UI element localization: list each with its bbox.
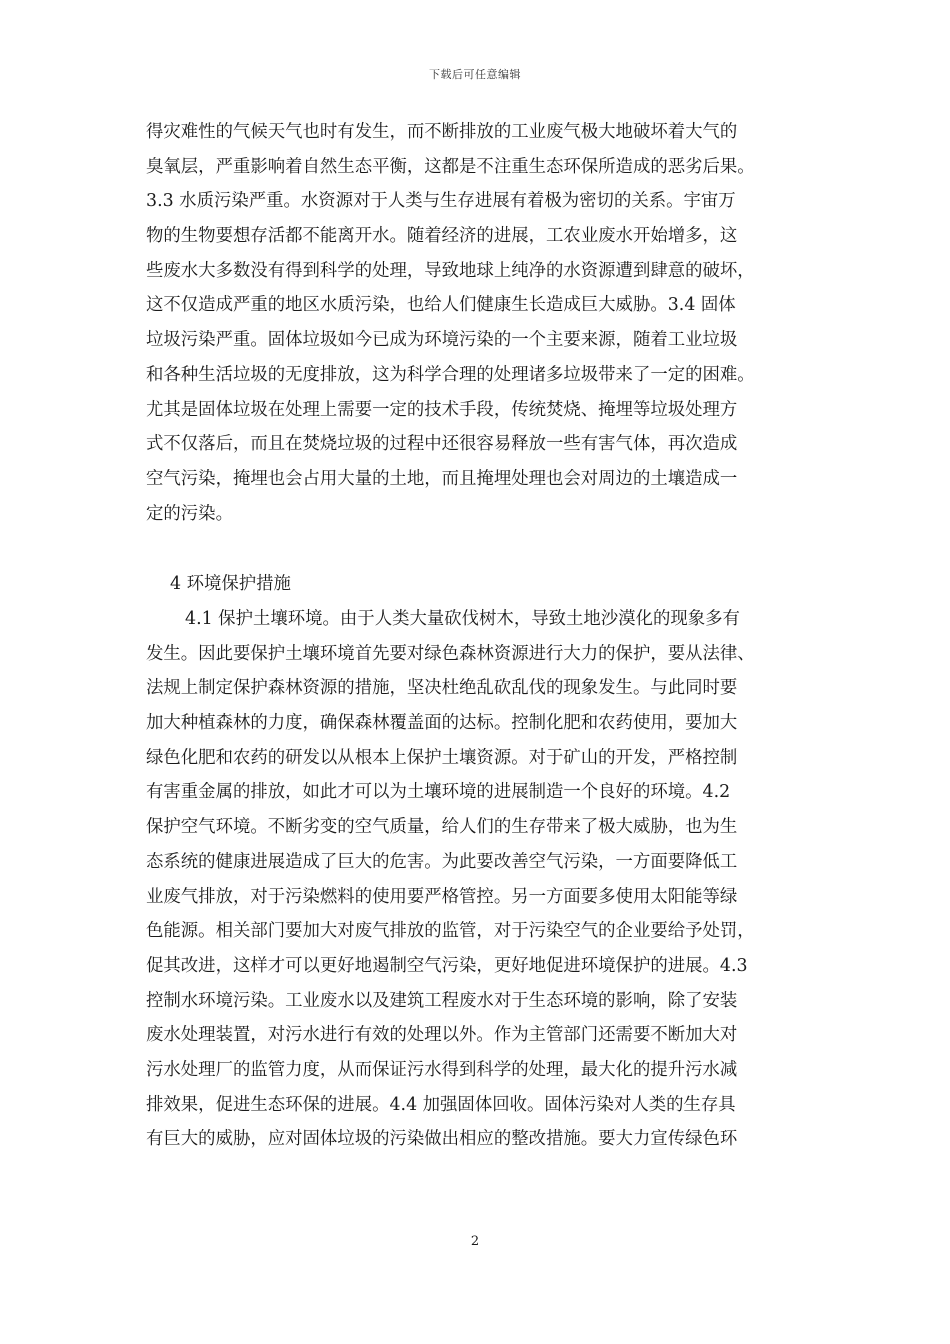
text-line: 排效果，促进生态环保的进展。4.4 加强固体回收。固体污染对人类的生存具 — [146, 1094, 736, 1115]
text-line: 物的生物要想存活都不能离开水。随着经济的进展，工农业废水开始增多，这 — [146, 226, 738, 247]
section-heading: 4 环境保护措施 — [170, 574, 291, 594]
text-line: 业废气排放，对于污染燃料的使用要严格管控。另一方面要多使用太阳能等绿 — [146, 886, 738, 907]
text-line: 保护空气环境。不断劣变的空气质量，给人们的生存带来了极大威胁，也为生 — [146, 817, 738, 838]
text-line: 法规上制定保护森林资源的措施，坚决杜绝乱砍乱伐的现象发生。与此同时要 — [146, 678, 738, 699]
text-line: 4.1 保护土壤环境。由于人类大量砍伐树木，导致土地沙漠化的现象多有 — [185, 609, 740, 629]
paragraph-water-solid-waste — [146, 115, 808, 531]
text-line: 定的污染。 — [146, 503, 233, 524]
text-line: 些废水大多数没有得到科学的处理，导致地球上纯净的水资源遭到肆意的破坏， — [146, 260, 755, 281]
text-line: 空气污染，掩埋也会占用大量的土地，而且掩埋处理也会对周边的土壤造成一 — [146, 468, 738, 489]
paragraph-protection-measures — [146, 602, 808, 1157]
text-line: 尤其是固体垃圾在处理上需要一定的技术手段，传统焚烧、掩埋等垃圾处理方 — [146, 399, 738, 420]
text-line: 加大种植森林的力度，确保森林覆盖面的达标。控制化肥和农药使用，要加大 — [146, 713, 738, 734]
text-line: 和各种生活垃圾的无度排放，这为科学合理的处理诸多垃圾带来了一定的困难。 — [146, 364, 755, 385]
text-line: 发生。因此要保护土壤环境首先要对绿色森林资源进行大力的保护，要从法律、 — [146, 643, 755, 664]
text-line: 态系统的健康进展造成了巨大的危害。为此要改善空气污染，一方面要降低工 — [146, 851, 738, 872]
text-line: 臭氧层，严重影响着自然生态平衡，这都是不注重生态环保所造成的恶劣后果。 — [146, 156, 755, 177]
text-line: 废水处理装置，对污水进行有效的处理以外。作为主管部门还需要不断加大对 — [146, 1025, 738, 1046]
text-line: 垃圾污染严重。固体垃圾如今已成为环境污染的一个主要来源，随着工业垃圾 — [146, 330, 738, 351]
text-line: 有巨大的威胁，应对固体垃圾的污染做出相应的整改措施。要大力宣传绿色环 — [146, 1129, 738, 1150]
text-line: 有害重金属的排放，如此才可以为土壤环境的进展制造一个良好的环境。4.2 — [146, 782, 731, 803]
text-line: 式不仅落后，而且在焚烧垃圾的过程中还很容易释放一些有害气体，再次造成 — [146, 434, 738, 455]
text-line: 3.3 水质污染严重。水资源对于人类与生存进展有着极为密切的关系。宇宙万 — [146, 191, 736, 212]
text-line: 色能源。相关部门要加大对废气排放的监管，对于污染空气的企业要给予处罚， — [146, 921, 755, 942]
page-number: 2 — [470, 1234, 480, 1249]
text-line: 得灾难性的气候天气也时有发生，而不断排放的工业废气极大地破坏着大气的 — [146, 122, 738, 142]
page-header: 下载后可任意编辑 — [429, 68, 521, 81]
text-line: 控制水环境污染。工业废水以及建筑工程废水对于生态环境的影响，除了安装 — [146, 990, 738, 1011]
text-line: 绿色化肥和农药的研发以从根本上保护土壤资源。对于矿山的开发，严格控制 — [146, 747, 738, 768]
text-line: 污水处理厂的监管力度，从而保证污水得到科学的处理，最大化的提升污水减 — [146, 1059, 738, 1080]
text-line: 这不仅造成严重的地区水质污染，也给人们健康生长造成巨大威胁。3.4 固体 — [146, 295, 736, 316]
text-line: 促其改进，这样才可以更好地遏制空气污染，更好地促进环境保护的进展。4.3 — [146, 955, 748, 976]
